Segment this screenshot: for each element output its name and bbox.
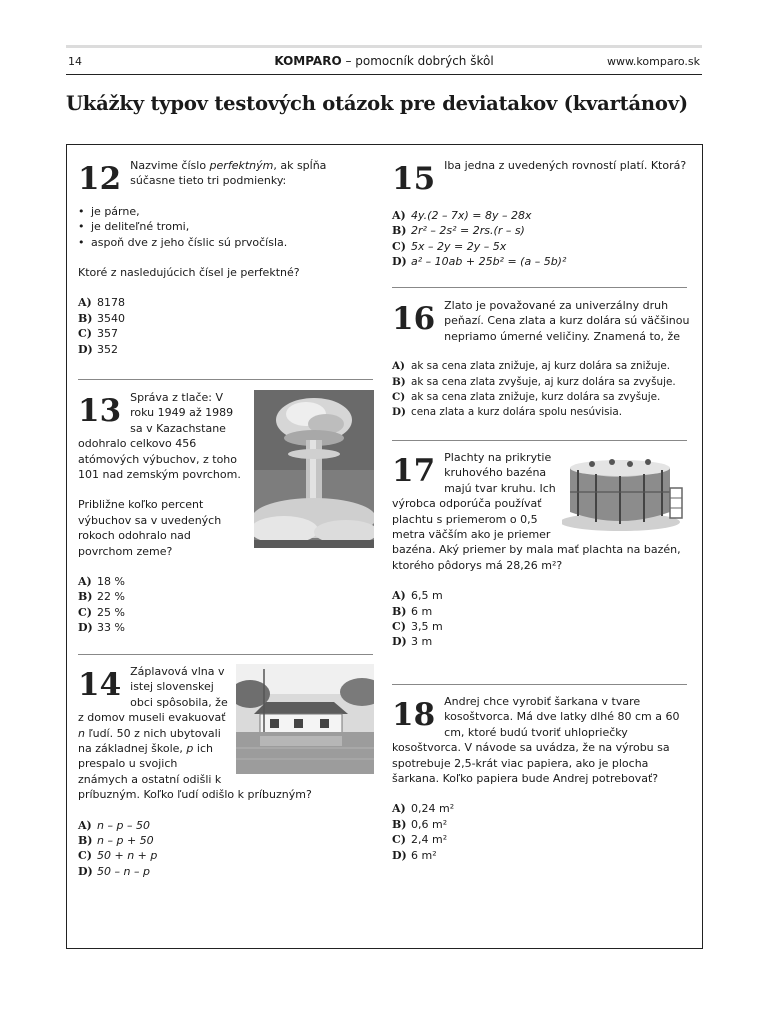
answer-option[interactable]: C) 50 + n + p xyxy=(78,849,158,863)
answer-option[interactable]: C) 25 % xyxy=(78,605,125,619)
brand-name: KOMPARO xyxy=(274,54,342,68)
divider xyxy=(78,379,373,380)
question-13 xyxy=(78,390,374,636)
answer-option[interactable]: B) 0,6 m² xyxy=(392,817,448,831)
condition-item: • aspoň dve z jeho číslic sú prvočísla. xyxy=(78,235,374,250)
answer-option[interactable]: D) 3 m xyxy=(392,635,433,649)
divider xyxy=(392,684,687,685)
question-text: Správa z tlače: V roku 1949 až 1989 sa v Kazachstane odohralo celkovo 456 atómových výbuchov, z toho 101 nad zemským povrchom. xyxy=(78,391,241,482)
answer-option[interactable]: B) 6 m xyxy=(392,604,433,618)
question-prompt: Približne koľko percent výbuchov sa v uvedených rokoch odohralo nad povrchom zeme? xyxy=(78,498,222,558)
question-number: 16 xyxy=(392,301,436,337)
answer-option[interactable]: A) 0,24 m² xyxy=(392,802,455,816)
page-header xyxy=(66,52,702,74)
pool-photo xyxy=(562,452,690,532)
question-text: Ktoré z nasledujúcich čísel je perfektné? xyxy=(78,266,300,280)
answer-option[interactable]: D) cena zlata a kurz dolára spolu nesúvisia. xyxy=(392,406,623,419)
question-text: Andrej chce vyrobiť šarkana v tvare kosoštvorca. Má dve latky dlhé 80 cm a 60 cm, ktoré budú tvoriť uhlopriečky kosoštvorca. V návode sa uvádza, že na výrobu sa spotrebuje 2,5-krát viac papiera, ako je plocha šarkana. Koľko papiera bude Andrej potrebovať? xyxy=(392,695,680,786)
answer-option[interactable]: A) 8178 xyxy=(78,296,125,310)
answer-list xyxy=(78,818,374,880)
answer-option[interactable]: A) 6,5 m xyxy=(392,589,443,603)
divider xyxy=(78,654,373,655)
answer-option[interactable]: D) 6 m² xyxy=(392,848,437,862)
answer-option[interactable]: C) ak sa cena zlata znižuje, kurz dolára sa zvyšuje. xyxy=(392,391,661,404)
answer-option[interactable]: A) ak sa cena zlata znižuje, aj kurz dolára sa znižuje. xyxy=(392,360,671,373)
conditions-list xyxy=(78,204,374,250)
question-number: 13 xyxy=(78,393,122,429)
answer-option[interactable]: A) 4y.(2 – 7x) = 8y – 28x xyxy=(392,209,532,222)
nuclear-explosion-photo xyxy=(254,390,374,548)
question-number: 18 xyxy=(392,697,436,733)
answer-option[interactable]: B) 3540 xyxy=(78,311,125,325)
answer-option[interactable]: D) 50 – n – p xyxy=(78,864,150,878)
condition-item: • je deliteľné tromi, xyxy=(78,219,374,234)
question-number: 12 xyxy=(78,161,122,197)
answer-list xyxy=(78,295,374,357)
answer-option[interactable]: C) 5x – 2y = 2y – 5x xyxy=(392,239,507,253)
answer-option[interactable]: C) 3,5 m xyxy=(392,620,443,634)
question-12 xyxy=(78,158,374,357)
question-text: Plachty na prikrytie kruhového bazéna majú tvar kruhu. Ich výrobca odporúča používať plachtu s priemerom o 0,5 metra väčším ako je priemer bazéna. Aký priemer by mala mať plachta na bazén, ktorého pôdorys má 28,26 m²? xyxy=(392,451,681,572)
answer-list xyxy=(392,801,690,863)
question-18 xyxy=(392,694,690,863)
answer-option[interactable]: A) 18 % xyxy=(78,575,125,589)
header-url[interactable]: www.komparo.sk xyxy=(606,55,700,68)
answer-list xyxy=(392,588,690,650)
question-text: Zlato je považované za univerzálny druh peňazí. Cena zlata a kurz dolára sú väčšinou nepriamo úmerné veličiny. Znamená to, že xyxy=(444,299,690,343)
answer-option[interactable]: C) 2,4 m² xyxy=(392,833,448,847)
answer-option[interactable]: D) 33 % xyxy=(78,621,125,635)
question-14 xyxy=(78,664,374,879)
question-number: 14 xyxy=(78,667,122,703)
question-number: 17 xyxy=(392,453,436,489)
condition-item: • je párne, xyxy=(78,204,374,219)
question-intro: Nazvime číslo perfektným, ak spĺňa súčasne tieto tri podmienky: xyxy=(130,159,327,188)
answer-option[interactable]: D) 352 xyxy=(78,342,118,356)
answer-list xyxy=(392,359,690,421)
question-text: Iba jedna z uvedených rovností platí. Ktorá? xyxy=(444,159,687,172)
answer-list xyxy=(78,574,374,636)
question-15 xyxy=(392,158,690,270)
answer-option[interactable]: C) 357 xyxy=(78,327,118,341)
answer-list xyxy=(392,208,690,270)
header-rule-bottom xyxy=(66,74,702,75)
flooded-house-photo xyxy=(236,664,374,774)
divider xyxy=(392,287,687,288)
answer-option[interactable]: B) 2r² – 2s² = 2rs.(r – s) xyxy=(392,224,525,238)
question-number: 15 xyxy=(392,161,436,197)
question-16 xyxy=(392,298,690,421)
answer-option[interactable]: B) ak sa cena zlata zvyšuje, aj kurz dolára sa zvyšuje. xyxy=(392,375,676,388)
answer-option[interactable]: B) n – p + 50 xyxy=(78,834,154,848)
brand-tagline: – pomocník dobrých škôl xyxy=(341,54,494,68)
question-17 xyxy=(392,450,690,650)
page-number: 14 xyxy=(68,55,82,68)
header-rule-top xyxy=(66,45,702,48)
answer-option[interactable]: A) n – p – 50 xyxy=(78,818,150,832)
divider xyxy=(392,440,687,441)
answer-option[interactable]: D) a² – 10ab + 25b² = (a – 5b)² xyxy=(392,255,567,269)
page-title: Ukážky typov testových otázok pre deviatakov (kvartánov) xyxy=(66,92,688,115)
answer-option[interactable]: B) 22 % xyxy=(78,590,125,604)
question-text: Záplavová vlna v istej slovenskej obci spôsobila, že z domov museli evakuovať n ľudí. 50 z nich ubytovali na základnej škole, p ich prespalo u svojich známych a ostatní odišli k príbuzným. Koľko ľudí odišlo k príbuzným? xyxy=(78,665,312,802)
